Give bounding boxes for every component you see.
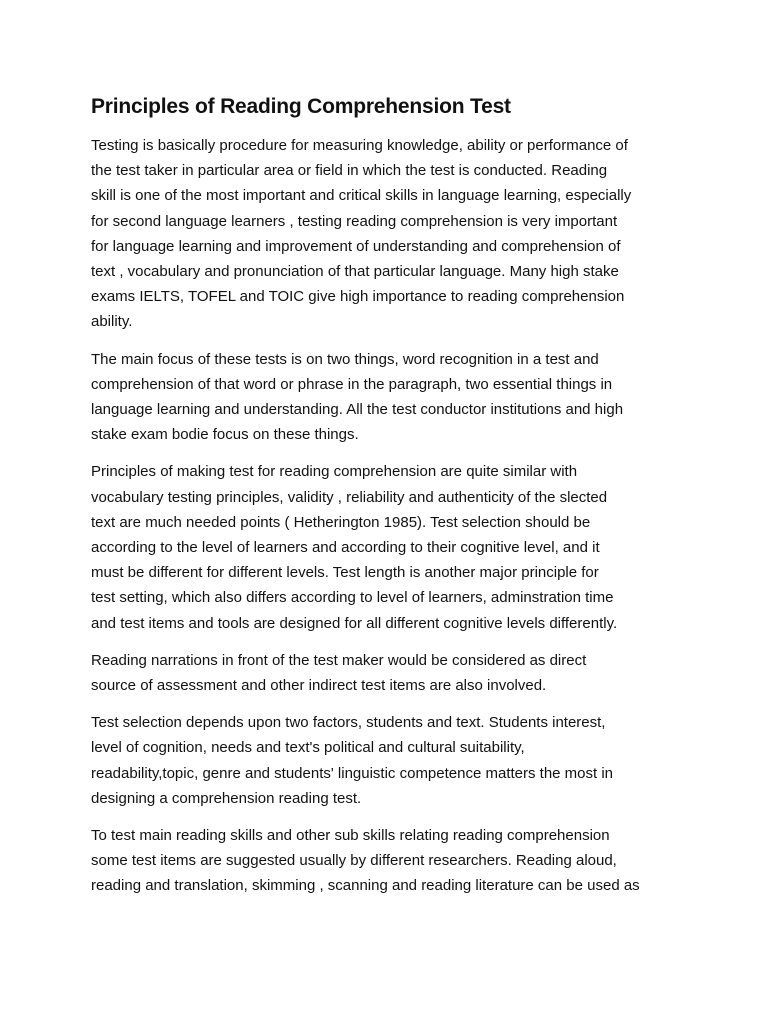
paragraph-line: for second language learners , testing reading comprehension is very important [91, 212, 618, 230]
paragraph-line: reading and translation, skimming , scanning and reading literature can be used as [91, 877, 640, 895]
paragraph-line: To test main reading skills and other sub skills relating reading comprehension [91, 827, 610, 845]
paragraph-line: according to the level of learners and according to their cognitive level, and it [91, 539, 600, 557]
paragraph-line: and test items and tools are designed for all different cognitive levels differently. [91, 614, 618, 632]
paragraph-line: The main focus of these tests is on two things, word recognition in a test and [91, 350, 599, 368]
paragraph-line: skill is one of the most important and critical skills in language learning, especially [91, 187, 632, 205]
paragraph-3 [91, 459, 678, 635]
paragraph-line: must be different for different levels. Test length is another major principle for [91, 564, 599, 582]
paragraph-line: designing a comprehension reading test. [91, 789, 362, 807]
paragraph-1 [91, 133, 678, 335]
paragraph-line: for language learning and improvement of understanding and comprehension of [91, 237, 621, 255]
paragraph-line: text , vocabulary and pronunciation of that particular language. Many high stake [91, 263, 619, 281]
paragraph-line: level of cognition, needs and text's political and cultural suitability, [91, 739, 525, 757]
paragraph-line: vocabulary testing principles, validity , reliability and authenticity of the slected [91, 488, 608, 506]
paragraph-5 [91, 710, 678, 811]
paragraph-line: test setting, which also differs according to level of learners, adminstration time [91, 589, 614, 607]
paragraph-line: comprehension of that word or phrase in the paragraph, two essential things in [91, 375, 613, 393]
paragraph-line: Testing is basically procedure for measuring knowledge, ability or performance of [91, 137, 628, 154]
paragraph-line: Reading narrations in front of the test maker would be considered as direct [91, 651, 587, 669]
paragraph-line: text are much needed points ( Hetherington 1985). Test selection should be [91, 513, 591, 531]
paragraph-line: language learning and understanding. All the test conductor institutions and high [91, 401, 624, 419]
paragraph-line: source of assessment and other indirect test items are also involved. [91, 677, 547, 695]
paragraph-line: Principles of making test for reading comprehension are quite similar with [91, 463, 578, 481]
paragraph-4 [91, 648, 678, 698]
paragraph-2 [91, 347, 678, 448]
page-title: Principles of Reading Comprehension Test [91, 95, 511, 118]
paragraph-line: Test selection depends upon two factors, students and text. Students interest, [91, 714, 606, 732]
paragraph-line: some test items are suggested usually by different researchers. Reading aloud, [91, 852, 617, 870]
paragraph-line: stake exam bodie focus on these things. [91, 426, 359, 444]
paragraph-line: ability. [91, 313, 133, 331]
paragraph-line: the test taker in particular area or field in which the test is conducted. Reading [91, 162, 608, 180]
paragraph-6 [91, 823, 678, 899]
paragraph-line: exams IELTS, TOFEL and TOIC give high importance to reading comprehension [91, 288, 625, 306]
paragraph-line: readability,topic, genre and students' linguistic competence matters the most in [91, 764, 614, 782]
